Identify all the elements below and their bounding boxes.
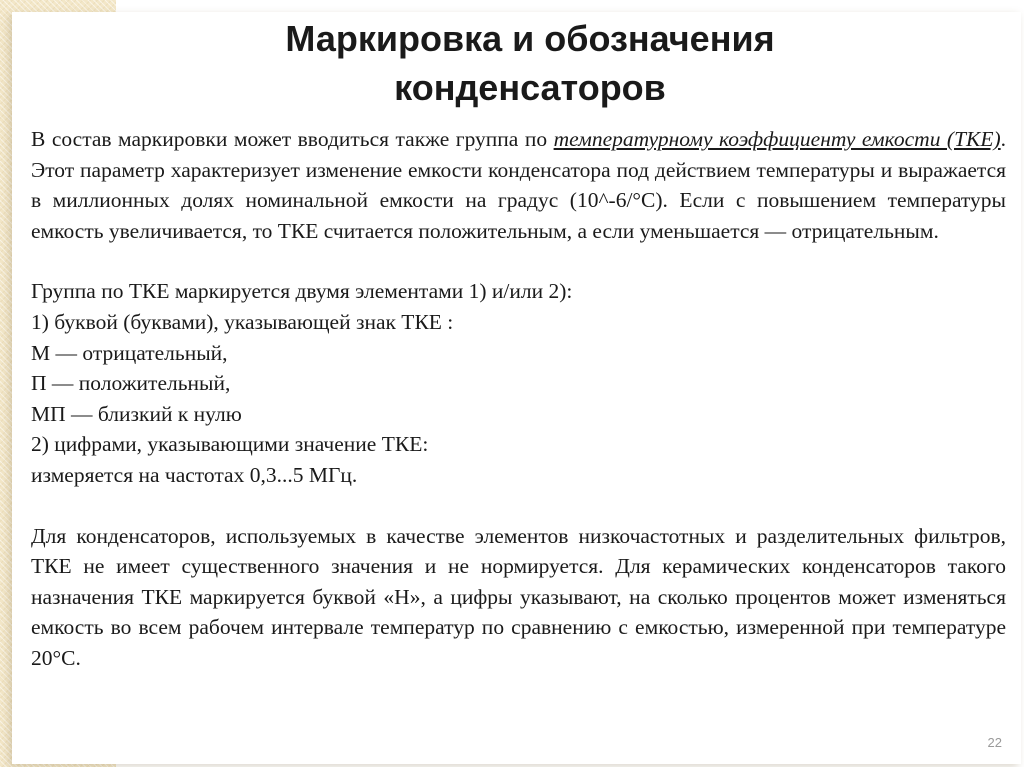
page-number: 22	[987, 735, 1002, 750]
paragraph-gap	[31, 246, 1006, 276]
list-item: Группа по ТКЕ маркируется двумя элементами 1) и/или 2):	[31, 279, 573, 304]
slide-title	[120, 14, 940, 112]
slide-title-line-1: Маркировка и обозначения	[285, 18, 775, 59]
slide-body	[31, 124, 1006, 674]
tke-group-list	[31, 276, 1006, 490]
list-item: МП — близкий к нулю	[31, 401, 242, 426]
list-item: 1) буквой (буквами), указывающей знак ТКЕ :	[31, 309, 454, 334]
paragraph-tke-intro-after: . Этот параметр характеризует изменение емкости конденсатора под действием температуры и выражается в миллионных долях номинальной емкости на градус (10^-6/°С). Если с повышением температуры емкость увеличивается, то ТКЕ считается положительным, а если уменьшается — отрицательным.	[31, 127, 1006, 243]
list-item: 2) цифрами, указывающими значение ТКЕ:	[31, 432, 429, 457]
paragraph-tke-intro	[31, 124, 1006, 246]
paragraph-gap	[31, 491, 1006, 521]
paragraph-tke-intro-before: В состав маркировки может вводиться также группа по	[31, 127, 554, 151]
slide-title-line-2: конденсаторов	[394, 67, 666, 108]
list-item: измеряется на частотах 0,3...5 МГц.	[31, 462, 358, 487]
list-item: П — положительный,	[31, 371, 231, 396]
paragraph-low-frequency-filters: Для конденсаторов, используемых в качестве элементов низкочастотных и разделительных фильтров, ТКЕ не имеет существенного значения и не нормируется. Для керамических конденсаторов такого назначения ТКЕ маркируется буквой «Н», а цифры указывают, на сколько процентов может изменяться емкость во всем рабочем интервале температур по сравнению с емкостью, измеренной при температуре 20°С.	[31, 523, 1006, 670]
tke-term-emphasis: температурному коэффициенту емкости (ТКЕ)	[553, 127, 1001, 151]
list-item: М — отрицательный,	[31, 340, 228, 365]
